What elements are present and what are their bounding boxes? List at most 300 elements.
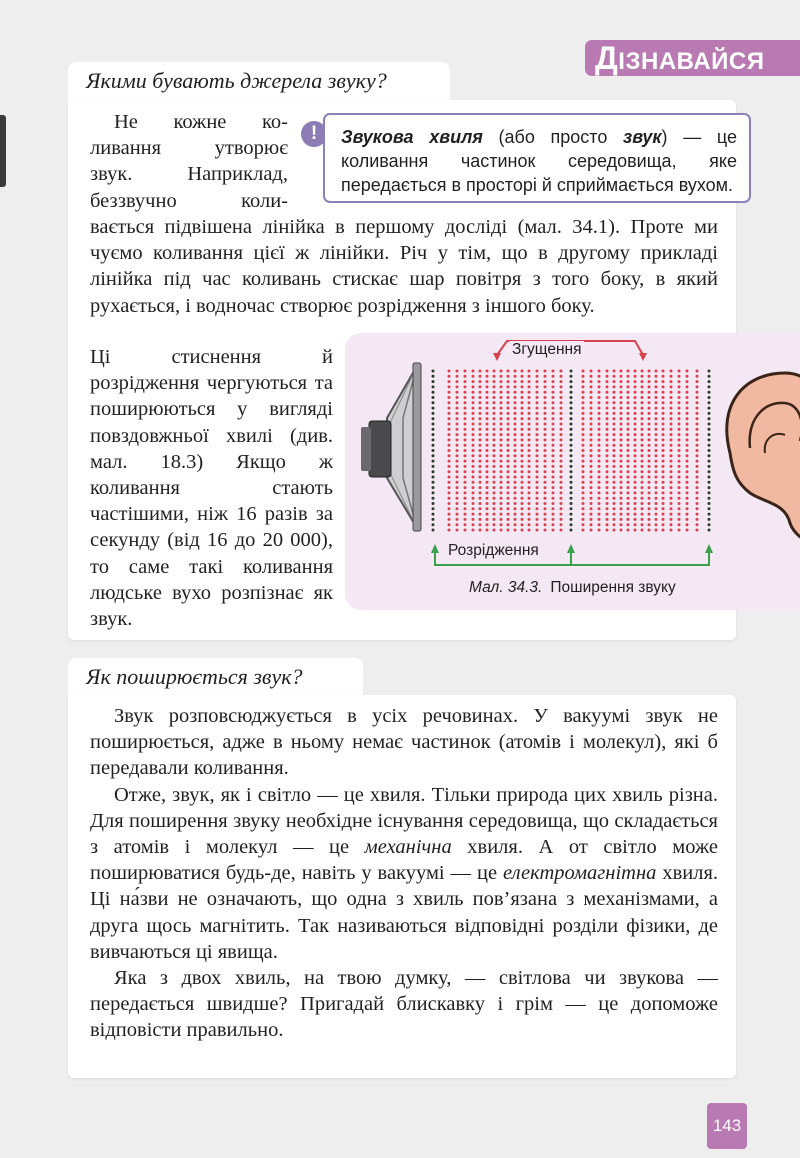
air-particle <box>514 380 517 383</box>
air-particle <box>655 412 658 415</box>
air-particle <box>464 385 467 388</box>
air-particle <box>493 401 496 404</box>
air-particle <box>536 476 539 479</box>
air-particle <box>641 523 644 526</box>
air-particle <box>627 391 630 394</box>
air-particle <box>456 401 459 404</box>
air-particle <box>544 502 547 505</box>
air-particle <box>432 465 435 468</box>
air-particle <box>590 476 593 479</box>
air-particle <box>456 417 459 420</box>
air-particle <box>570 486 573 489</box>
air-particle <box>620 375 623 378</box>
air-particle <box>507 380 510 383</box>
air-particle <box>472 412 475 415</box>
air-particle <box>521 433 524 436</box>
air-particle <box>641 412 644 415</box>
p2-part-c: хвиля. Ці на́зви не означають, що одна з хвиль пов’язана з механізмами, а друга щось магнітить. Так називаються відповідні розділи фізики, де вивчаються ці явища. <box>90 862 719 963</box>
air-particle <box>552 407 555 410</box>
ribbon-text: ІЗНАВАЙСЯ <box>618 48 765 75</box>
air-particle <box>696 481 699 484</box>
air-particle <box>708 449 711 452</box>
air-particle <box>486 470 489 473</box>
air-particle <box>613 401 616 404</box>
air-particle <box>613 423 616 426</box>
air-particle <box>670 396 673 399</box>
air-particle <box>620 513 623 516</box>
air-particle <box>528 518 531 521</box>
air-particle <box>606 380 609 383</box>
air-particle <box>507 476 510 479</box>
air-particle <box>500 391 503 394</box>
air-particle <box>552 401 555 404</box>
air-particle <box>670 502 673 505</box>
air-particle <box>493 481 496 484</box>
air-particle <box>521 449 524 452</box>
air-particle <box>448 391 451 394</box>
air-particle <box>662 375 665 378</box>
air-particle <box>648 481 651 484</box>
air-particle <box>648 412 651 415</box>
air-particle <box>686 454 689 457</box>
air-particle <box>536 449 539 452</box>
air-particle <box>570 523 573 526</box>
air-particle <box>627 380 630 383</box>
air-particle <box>448 476 451 479</box>
air-particle <box>570 375 573 378</box>
air-particle <box>678 497 681 500</box>
air-particle <box>464 423 467 426</box>
air-particle <box>598 481 601 484</box>
air-particle <box>590 502 593 505</box>
air-particle <box>464 470 467 473</box>
air-particle <box>493 465 496 468</box>
air-particle <box>662 497 665 500</box>
air-particle <box>544 380 547 383</box>
air-particle <box>708 417 711 420</box>
figure-caption-text: Поширення звуку <box>550 579 676 596</box>
air-particle <box>686 513 689 516</box>
air-particle <box>598 396 601 399</box>
air-particle <box>479 507 482 510</box>
wrapped-line: Не кожне ко- <box>114 111 288 133</box>
air-particle <box>544 396 547 399</box>
air-particle <box>641 396 644 399</box>
air-particle <box>590 375 593 378</box>
air-particle <box>670 465 673 468</box>
air-particle <box>648 401 651 404</box>
air-particle <box>678 470 681 473</box>
air-particle <box>507 465 510 468</box>
air-particle <box>486 518 489 521</box>
air-particle <box>634 460 637 463</box>
air-particle <box>500 497 503 500</box>
air-particle <box>606 460 609 463</box>
air-particle <box>521 423 524 426</box>
air-particle <box>627 518 630 521</box>
air-particle <box>655 523 658 526</box>
air-particle <box>590 486 593 489</box>
air-particle <box>464 449 467 452</box>
air-particle <box>514 401 517 404</box>
air-particle <box>552 385 555 388</box>
air-particle <box>708 412 711 415</box>
air-particle <box>472 396 475 399</box>
air-particle <box>570 444 573 447</box>
air-particle <box>544 401 547 404</box>
air-particle <box>560 529 563 532</box>
air-particle <box>627 396 630 399</box>
air-particle <box>570 428 573 431</box>
section1-paragraph2: Ці стиснення й розрідження чергуються та поширюються у вигляді повздовжньої хвилі (див. мал. 18.3) Якщо ж коливання стають частішими, ніж 16 разів за секунду (від 16 до 20 000), то саме такі коливання людське вухо розпізнає як звук. <box>90 346 333 631</box>
air-particle <box>432 460 435 463</box>
air-particle <box>686 465 689 468</box>
air-particle <box>620 507 623 510</box>
air-particle <box>696 460 699 463</box>
air-particle <box>606 481 609 484</box>
air-particle <box>678 380 681 383</box>
air-particle <box>582 391 585 394</box>
air-particle <box>598 433 601 436</box>
air-particle <box>696 449 699 452</box>
air-particle <box>708 497 711 500</box>
air-particle <box>648 497 651 500</box>
air-particle <box>493 375 496 378</box>
air-particle <box>627 486 630 489</box>
definition-paren: (або просто <box>482 127 624 147</box>
air-particle <box>507 375 510 378</box>
air-particle <box>634 454 637 457</box>
figure-number: Мал. 34.3. <box>469 579 543 596</box>
air-particle <box>486 513 489 516</box>
air-particle <box>655 380 658 383</box>
air-particle <box>655 454 658 457</box>
air-particle <box>670 449 673 452</box>
air-particle <box>456 486 459 489</box>
air-particle <box>627 412 630 415</box>
air-particle <box>590 412 593 415</box>
air-particle <box>536 375 539 378</box>
air-particles <box>432 370 711 532</box>
air-particle <box>582 412 585 415</box>
air-particle <box>560 518 563 521</box>
air-particle <box>590 460 593 463</box>
air-particle <box>432 370 435 373</box>
air-particle <box>670 370 673 373</box>
air-particle <box>570 380 573 383</box>
air-particle <box>606 491 609 494</box>
air-particle <box>641 444 644 447</box>
air-particle <box>670 423 673 426</box>
air-particle <box>493 491 496 494</box>
air-particle <box>521 375 524 378</box>
air-particle <box>479 375 482 378</box>
air-particle <box>507 513 510 516</box>
air-particle <box>432 428 435 431</box>
air-particle <box>627 417 630 420</box>
air-particle <box>472 507 475 510</box>
air-particle <box>670 428 673 431</box>
air-particle <box>486 523 489 526</box>
air-particle <box>678 486 681 489</box>
air-particle <box>590 423 593 426</box>
wrapped-line: звук. Наприклад, <box>90 163 288 186</box>
air-particle <box>544 507 547 510</box>
air-particle <box>582 491 585 494</box>
air-particle <box>582 481 585 484</box>
air-particle <box>560 454 563 457</box>
air-particle <box>648 396 651 399</box>
air-particle <box>552 470 555 473</box>
air-particle <box>464 433 467 436</box>
air-particle <box>655 449 658 452</box>
air-particle <box>493 523 496 526</box>
air-particle <box>479 518 482 521</box>
air-particle <box>627 407 630 410</box>
air-particle <box>486 428 489 431</box>
air-particle <box>590 385 593 388</box>
air-particle <box>627 465 630 468</box>
air-particle <box>432 417 435 420</box>
air-particle <box>486 465 489 468</box>
air-particle <box>552 417 555 420</box>
air-particle <box>696 375 699 378</box>
air-particle <box>432 454 435 457</box>
air-particle <box>486 507 489 510</box>
air-particle <box>514 470 517 473</box>
air-particle <box>678 523 681 526</box>
air-particle <box>448 423 451 426</box>
air-particle <box>670 470 673 473</box>
air-particle <box>634 449 637 452</box>
air-particle <box>528 401 531 404</box>
air-particle <box>528 507 531 510</box>
air-particle <box>507 529 510 532</box>
air-particle <box>634 396 637 399</box>
air-particle <box>590 497 593 500</box>
air-particle <box>582 385 585 388</box>
air-particle <box>536 401 539 404</box>
air-particle <box>641 449 644 452</box>
air-particle <box>708 407 711 410</box>
air-particle <box>648 523 651 526</box>
air-particle <box>514 502 517 505</box>
air-particle <box>448 428 451 431</box>
air-particle <box>696 454 699 457</box>
air-particle <box>521 491 524 494</box>
section1-paragraph1-rest: вається підвішена лінійка в першому досліді (мал. 34.1). Проте ми чуємо коливання цієї ж лінійки. Річ у тім, що в другому прикладі лінійка під час коливань стискає шар повітря з того боку, в який рухається, і водночас створює розрідження з іншого боку. <box>90 216 718 317</box>
air-particle <box>479 460 482 463</box>
air-particle <box>456 529 459 532</box>
air-particle <box>696 507 699 510</box>
air-particle <box>464 507 467 510</box>
air-particle <box>641 476 644 479</box>
air-particle <box>432 481 435 484</box>
air-particle <box>708 486 711 489</box>
air-particle <box>472 401 475 404</box>
air-particle <box>514 476 517 479</box>
air-particle <box>493 529 496 532</box>
air-particle <box>590 518 593 521</box>
air-particle <box>432 513 435 516</box>
air-particle <box>606 396 609 399</box>
learn-ribbon <box>585 40 800 76</box>
air-particle <box>560 380 563 383</box>
air-particle <box>536 417 539 420</box>
air-particle <box>613 385 616 388</box>
air-particle <box>560 423 563 426</box>
air-particle <box>678 433 681 436</box>
air-particle <box>620 370 623 373</box>
air-particle <box>678 438 681 441</box>
air-particle <box>670 476 673 479</box>
air-particle <box>634 481 637 484</box>
air-particle <box>678 417 681 420</box>
air-particle <box>696 491 699 494</box>
air-particle <box>620 470 623 473</box>
air-particle <box>708 380 711 383</box>
air-particle <box>521 454 524 457</box>
air-particle <box>500 460 503 463</box>
air-particle <box>472 518 475 521</box>
air-particle <box>634 428 637 431</box>
air-particle <box>528 449 531 452</box>
air-particle <box>507 407 510 410</box>
air-particle <box>627 507 630 510</box>
air-particle <box>620 412 623 415</box>
air-particle <box>582 438 585 441</box>
air-particle <box>544 407 547 410</box>
air-particle <box>634 417 637 420</box>
air-particle <box>486 486 489 489</box>
air-particle <box>606 465 609 468</box>
air-particle <box>507 438 510 441</box>
air-particle <box>521 407 524 410</box>
air-particle <box>500 407 503 410</box>
air-particle <box>696 470 699 473</box>
air-particle <box>627 428 630 431</box>
air-particle <box>486 407 489 410</box>
air-particle <box>606 476 609 479</box>
air-particle <box>464 502 467 505</box>
air-particle <box>590 396 593 399</box>
air-particle <box>570 391 573 394</box>
section2-paragraph1: Звук розповсюджується в усіх речовинах. У вакуумі звук не поширюється, адже в ньому немає частинок (атомів і молекул), які б передавали коливання. <box>90 705 718 780</box>
air-particle <box>634 370 637 373</box>
air-particle <box>521 486 524 489</box>
air-particle <box>528 486 531 489</box>
air-particle <box>479 497 482 500</box>
air-particle <box>544 412 547 415</box>
air-particle <box>500 380 503 383</box>
air-particle <box>456 465 459 468</box>
air-particle <box>448 481 451 484</box>
air-particle <box>678 412 681 415</box>
air-particle <box>613 449 616 452</box>
air-particle <box>544 529 547 532</box>
air-particle <box>432 518 435 521</box>
air-particle <box>686 391 689 394</box>
air-particle <box>606 417 609 420</box>
air-particle <box>544 391 547 394</box>
air-particle <box>507 460 510 463</box>
air-particle <box>696 497 699 500</box>
air-particle <box>552 513 555 516</box>
air-particle <box>528 470 531 473</box>
air-particle <box>620 433 623 436</box>
air-particle <box>678 513 681 516</box>
air-particle <box>521 396 524 399</box>
air-particle <box>686 460 689 463</box>
section2-title: Як поширюється звук? <box>86 664 303 689</box>
air-particle <box>606 513 609 516</box>
air-particle <box>696 380 699 383</box>
air-particle <box>662 407 665 410</box>
air-particle <box>493 476 496 479</box>
air-particle <box>620 444 623 447</box>
air-particle <box>521 518 524 521</box>
air-particle <box>456 370 459 373</box>
air-particle <box>582 449 585 452</box>
air-particle <box>479 396 482 399</box>
air-particle <box>507 523 510 526</box>
air-particle <box>536 497 539 500</box>
air-particle <box>598 370 601 373</box>
air-particle <box>620 454 623 457</box>
air-particle <box>606 375 609 378</box>
air-particle <box>536 423 539 426</box>
air-particle <box>708 481 711 484</box>
air-particle <box>448 433 451 436</box>
air-particle <box>493 380 496 383</box>
air-particle <box>560 401 563 404</box>
air-particle <box>464 396 467 399</box>
air-particle <box>670 491 673 494</box>
air-particle <box>544 428 547 431</box>
air-particle <box>648 486 651 489</box>
air-particle <box>432 497 435 500</box>
air-particle <box>606 401 609 404</box>
air-particle <box>507 449 510 452</box>
air-particle <box>627 433 630 436</box>
air-particle <box>662 417 665 420</box>
air-particle <box>598 428 601 431</box>
air-particle <box>432 401 435 404</box>
ear-icon <box>727 373 800 544</box>
air-particle <box>528 460 531 463</box>
air-particle <box>448 513 451 516</box>
air-particle <box>670 518 673 521</box>
air-particle <box>456 460 459 463</box>
air-particle <box>613 407 616 410</box>
air-particle <box>641 465 644 468</box>
air-particle <box>655 460 658 463</box>
air-particle <box>472 476 475 479</box>
air-particle <box>507 385 510 388</box>
air-particle <box>648 444 651 447</box>
air-particle <box>620 417 623 420</box>
air-particle <box>613 412 616 415</box>
air-particle <box>582 375 585 378</box>
air-particle <box>708 502 711 505</box>
air-particle <box>448 380 451 383</box>
air-particle <box>613 444 616 447</box>
air-particle <box>570 370 573 373</box>
air-particle <box>472 491 475 494</box>
air-particle <box>560 449 563 452</box>
air-particle <box>570 502 573 505</box>
air-particle <box>456 438 459 441</box>
